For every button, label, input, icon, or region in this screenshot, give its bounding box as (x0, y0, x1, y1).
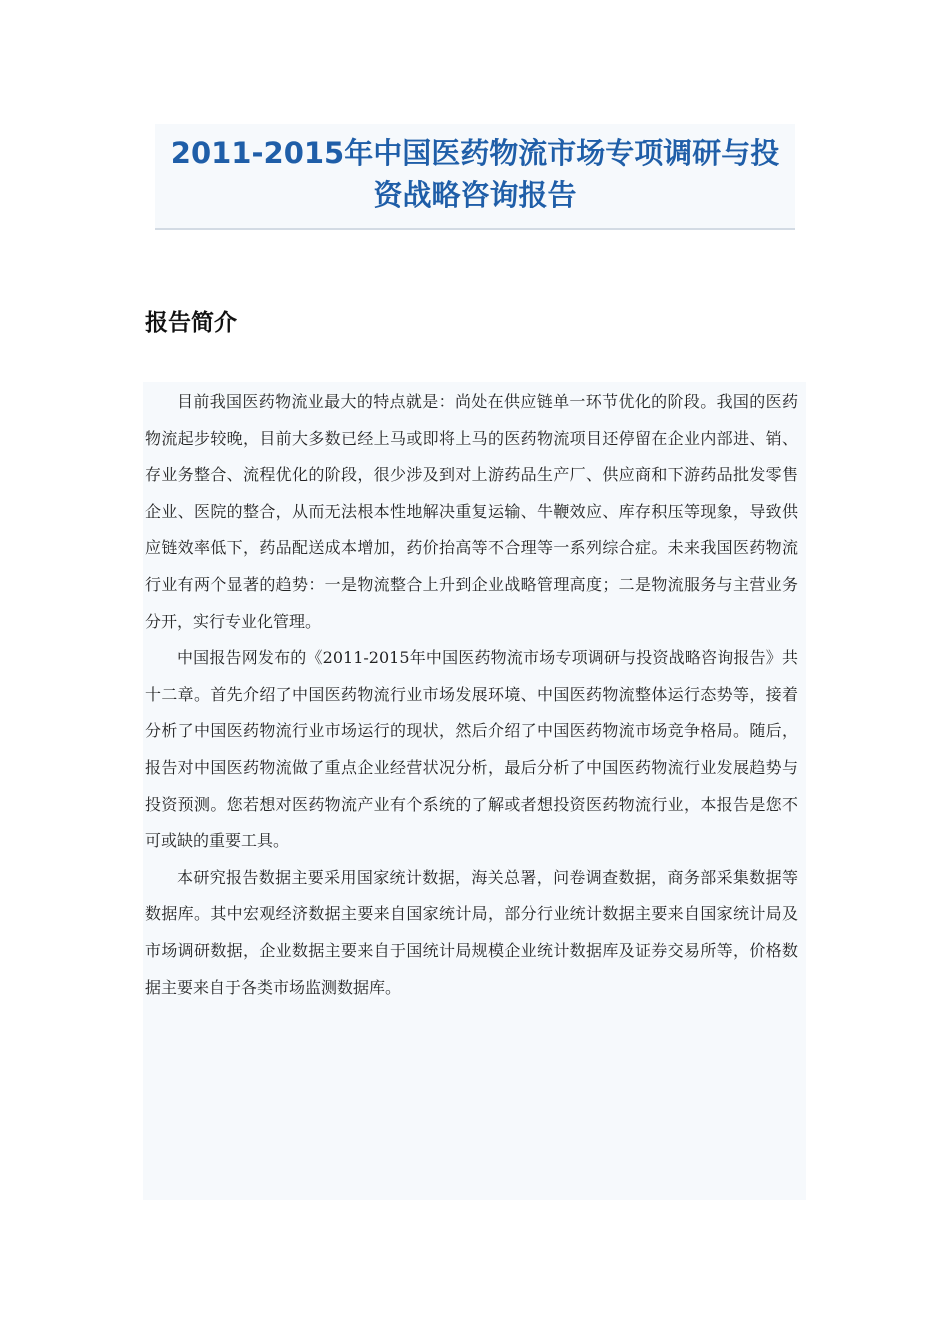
report-summary-body (143, 382, 806, 1200)
summary-paragraph-3: 本研究报告数据主要采用国家统计数据，海关总署，问卷调查数据，商务部采集数据等数据库。其中宏观经济数据主要来自国家统计局，部分行业统计数据主要来自国家统计局及市场调研数据，企业数据主要来自于国统计局规模企业统计数据库及证券交易所等，价格数据主要来自于各类市场监测数据库。 (145, 867, 798, 997)
summary-paragraph-1: 目前我国医药物流业最大的特点就是：尚处在供应链单一环节优化的阶段。我国的医药物流起步较晚，目前大多数已经上马或即将上马的医药物流项目还停留在企业内部进、销、存业务整合、流程优化的阶段，很少涉及到对上游药品生产厂、供应商和下游药品批发零售企业、医院的整合，从而无法根本性地解决重复运输、牛鞭效应、库存积压等现象，导致供应链效率低下，药品配送成本增加，药价抬高等不合理等一系列综合症。未来我国医药物流行业有两个显著的趋势：一是物流整合上升到企业战略管理高度；二是物流服务与主营业务分开，实行专业化管理。 (145, 392, 798, 631)
document-title-line-1: 2011-2015年中国医药物流市场专项调研与投 (170, 136, 780, 170)
document-title-line-2: 资战略咨询报告 (373, 178, 577, 212)
title-banner (155, 124, 795, 230)
summary-paragraph-2: 中国报告网发布的《2011-2015年中国医药物流市场专项调研与投资战略咨询报告》共十二章。首先介绍了中国医药物流行业市场发展环境、中国医药物流整体运行态势等，接着分析了中国医药物流行业市场运行的现状，然后介绍了中国医药物流市场竞争格局。随后，报告对中国医药物流做了重点企业经营状况分析，最后分析了中国医药物流行业发展趋势与投资预测。您若想对医药物流产业有个系统的了解或者想投资医药物流行业，本报告是您不可或缺的重要工具。 (145, 648, 798, 851)
section-heading: 报告简介 (145, 310, 237, 336)
